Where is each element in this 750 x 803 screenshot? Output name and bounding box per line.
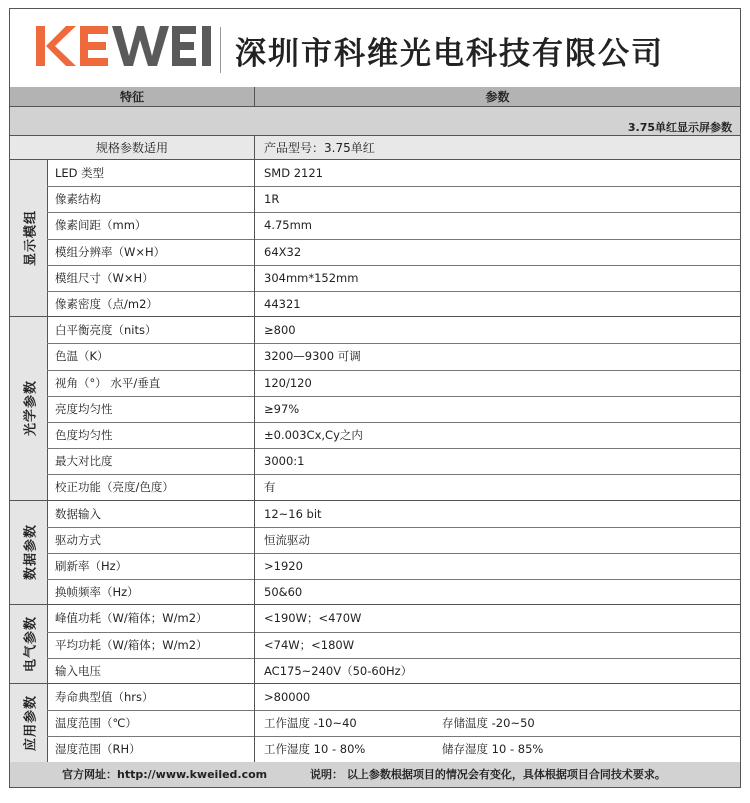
param-group — [10, 605, 740, 684]
group-label-text: 应用参数 — [23, 694, 38, 751]
footer-website: 官方网址：http://www.kweiled.com — [62, 768, 268, 781]
param-key: LED 类型 — [47, 160, 255, 186]
group-label — [10, 684, 48, 762]
table-title: 3.75单红显示屏参数 — [627, 121, 732, 134]
param-row — [47, 710, 740, 737]
param-value: 12~16 bit — [264, 506, 322, 521]
col-feature-header: 特征 — [10, 87, 255, 107]
param-row — [47, 396, 740, 423]
param-group — [10, 317, 740, 500]
param-value: 工作温度 -10~40 — [264, 716, 357, 731]
param-row — [47, 605, 740, 632]
param-value: >80000 — [264, 690, 311, 704]
param-key: 白平衡亮度（nits） — [47, 317, 255, 343]
param-key: 数据输入 — [47, 501, 255, 527]
param-value-secondary: 存储温度 -20~50 — [442, 716, 535, 731]
param-value: ≥800 — [264, 323, 296, 338]
spec-value: 产品型号：3.75单红 — [264, 141, 375, 155]
param-key: 校正功能（亮度/色度） — [47, 474, 255, 500]
param-value: 50&60 — [264, 585, 303, 600]
param-row — [47, 579, 740, 605]
param-value: <74W；<180W — [264, 637, 355, 652]
col-param-header: 参数 — [485, 90, 510, 104]
param-value: >1920 — [264, 558, 303, 573]
logo-divider — [220, 27, 221, 73]
param-group — [10, 160, 740, 317]
param-row — [47, 265, 740, 292]
param-key: 像素密度（点/m2） — [47, 291, 255, 317]
param-value: 工作湿度 10 - 80% — [264, 742, 366, 757]
param-row — [47, 291, 740, 317]
param-key: 换帧频率（Hz） — [47, 579, 255, 605]
param-row — [47, 317, 740, 344]
param-value: 44321 — [264, 297, 301, 311]
param-value: 120/120 — [264, 375, 312, 390]
param-value: ≥97% — [264, 401, 300, 416]
column-header — [10, 87, 740, 107]
param-key: 像素结构 — [47, 186, 255, 212]
param-row — [47, 448, 740, 475]
param-value-secondary: 储存湿度 10 - 85% — [442, 742, 544, 757]
param-key: 平均功耗（W/箱体；W/m2） — [47, 632, 255, 658]
param-row — [47, 658, 740, 684]
param-value: 4.75mm — [264, 218, 313, 233]
group-label — [10, 501, 48, 605]
param-row — [47, 186, 740, 213]
param-value: 有 — [264, 480, 276, 495]
group-label-text: 显示模组 — [23, 210, 38, 267]
param-value: <190W；<470W — [264, 611, 362, 626]
param-value: 恒流驱动 — [264, 532, 310, 547]
param-key: 视角（°） 水平/垂直 — [47, 370, 255, 396]
param-value: ±0.003Cx,Cy之内 — [264, 427, 363, 442]
param-key: 色温（K） — [47, 343, 255, 369]
param-row — [47, 239, 740, 266]
group-label-text: 电气参数 — [23, 616, 38, 673]
param-key: 湿度范围（RH） — [47, 736, 255, 762]
param-value: 64X32 — [264, 244, 302, 259]
header — [10, 9, 740, 88]
company-name: 深圳市科维光电科技有限公司 — [235, 36, 664, 72]
param-row — [47, 212, 740, 239]
param-row — [47, 474, 740, 500]
param-key: 模组尺寸（W×H） — [47, 265, 255, 291]
param-key: 亮度均匀性 — [47, 396, 255, 422]
spec-row — [10, 136, 740, 160]
param-key: 温度范围（℃） — [47, 710, 255, 736]
param-row — [47, 553, 740, 580]
group-label-text: 数据参数 — [23, 524, 38, 581]
param-row — [47, 343, 740, 370]
param-key: 输入电压 — [47, 658, 255, 684]
param-key: 刷新率（Hz） — [47, 553, 255, 579]
param-value: SMD 2121 — [264, 166, 323, 180]
param-value: AC175~240V（50-60Hz） — [264, 663, 413, 678]
param-value: 1R — [264, 192, 280, 207]
param-row — [47, 632, 740, 659]
param-value: 3000:1 — [264, 454, 305, 469]
footer-note: 说明： 以上参数根据项目的情况会有变化，具体根据项目合同技术要求。 — [310, 768, 666, 781]
spec-sheet — [9, 8, 741, 788]
param-row — [47, 160, 740, 187]
param-row — [47, 422, 740, 449]
group-label — [10, 317, 48, 499]
param-row — [47, 370, 740, 397]
param-row — [47, 501, 740, 528]
param-value: 304mm*152mm — [264, 270, 359, 285]
group-label — [10, 160, 48, 316]
param-key: 模组分辨率（W×H） — [47, 239, 255, 265]
group-label-text: 光学参数 — [23, 380, 38, 437]
param-row — [47, 684, 740, 711]
param-key: 色度均匀性 — [47, 422, 255, 448]
table-title-bar — [10, 107, 740, 136]
spec-label: 规格参数适用 — [10, 136, 255, 160]
footer — [10, 762, 740, 788]
param-value: 3200—9300 可调 — [264, 349, 361, 364]
param-key: 驱动方式 — [47, 527, 255, 553]
param-key: 寿命典型值（hrs） — [47, 684, 255, 710]
param-group — [10, 501, 740, 606]
group-label — [10, 605, 48, 683]
param-key: 峰值功耗（W/箱体；W/m2） — [47, 605, 255, 631]
param-row — [47, 736, 740, 762]
param-row — [47, 527, 740, 554]
param-group — [10, 684, 740, 763]
kewei-logo — [36, 24, 214, 68]
param-key: 最大对比度 — [47, 448, 255, 474]
param-key: 像素间距（mm） — [47, 212, 255, 238]
